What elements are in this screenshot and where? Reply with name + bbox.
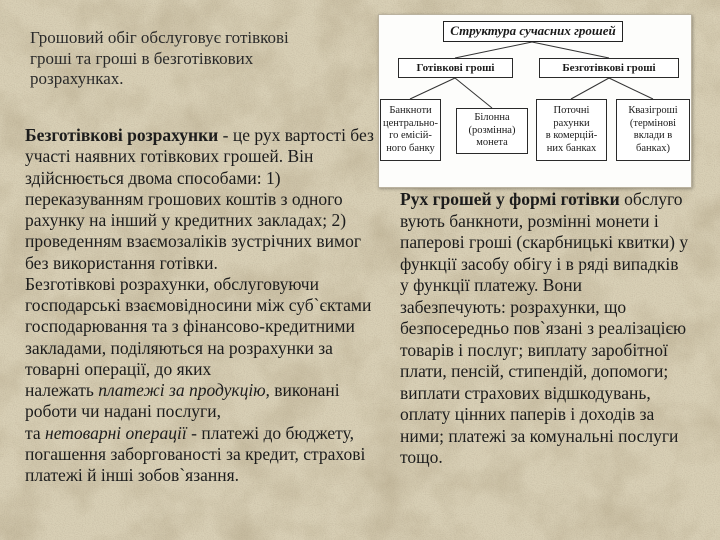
paragraph-line [25,465,374,486]
box-text-line: Білонна [474,112,510,124]
text-segment: функції засобу обігу і в ряді випадків [400,253,679,274]
box-text-line: Поточні [553,105,590,116]
paragraph-line [400,318,688,340]
text-segment: закладами, поділяються на розрахунки за [25,337,333,358]
text-segment: погашення заборгованості за кредит, страхові [25,443,366,464]
paragraph-line [400,447,688,469]
text-segment: виплати страхових відшкодувань, [400,382,651,403]
text-segment: забезпечують: розрахунки, що [400,296,627,317]
text-segment: проведенням взаємозаліків зустрічних вимог [25,231,361,252]
paragraph-line [400,340,688,362]
paragraph-line [400,275,688,297]
paragraph-line [25,231,374,252]
text-segment: переказуванням грошових коштів з одного [25,188,343,209]
paragraph-line [400,404,688,426]
text-segment: - платежі до бюджету, [186,422,354,443]
banknotes-box [380,99,441,161]
text-segment: товарні операції, до яких [25,358,212,379]
paragraph-line [400,189,688,211]
text-segment: ними; платежі за комунальні послуги [400,425,679,446]
text-segment: без використання готівки. [25,252,218,273]
current-accounts-box [536,99,607,161]
intro-line: розрахунках. [30,69,124,88]
text-segment: здійснюється двома способами: 1) [25,167,281,188]
paragraph-line [25,146,374,167]
paragraph-line [25,401,374,422]
paragraph-line [25,210,374,231]
coins-box [456,108,528,154]
italic-term: платежі за продукцію, [98,380,270,400]
diagram-title: Структура сучасних грошей [443,21,623,42]
intro-text [30,28,289,90]
paragraph-line [25,295,374,316]
text-segment: оплату цінних паперів і доходів за [400,404,655,424]
paragraph-line [25,253,374,274]
paragraph-line [400,232,688,254]
box-text-line: ного банку [386,142,435,154]
box-text-line: монета [476,137,508,149]
connector-line [571,78,609,99]
paragraph-line [25,168,374,189]
text-segment: господарські взаємовідносини між суб`єктами [25,295,372,315]
connector-line [455,78,492,108]
bold-term: Безготівкові розрахунки [25,125,219,145]
box-text-line: Банкноти [389,105,432,116]
box-text-line: в комерцій- [545,130,598,141]
bold-term: Рух грошей у формі готівки [400,189,620,209]
paragraph-line [25,316,374,337]
paragraph-line [400,297,688,319]
box-text-line: них банках [546,142,597,154]
paragraph-line [400,211,688,233]
box-text-line: го емісій- [389,130,432,141]
intro-line: гроші та гроші в безготівкових [30,48,254,68]
box-text-line: центрально- [382,117,438,129]
connector-line [410,78,455,99]
text-segment: Безготівкові розрахунки, обслуговуючи [25,273,319,294]
intro-line: Грошовий обіг обслуговує готівкові [30,28,289,47]
box-text-line: (розмінна) [468,124,516,136]
box-text-line: рахунки [553,117,590,129]
paragraph-line [25,423,374,444]
text-segment: роботи чи надані послуги, [25,401,221,422]
text-segment: паперові гроші (скарбницькі квитки) у [400,232,689,252]
text-segment: виконані [269,380,340,400]
noncash-settlements-text [25,125,374,486]
text-segment: плати, пенсій, стипендій, допомоги; [400,361,669,381]
text-segment: участі наявних готівкових грошей. Він [25,146,314,167]
noncash-money-box: Безготівкові гроші [539,58,679,78]
paragraph-line [400,254,688,276]
connector-line [455,42,532,58]
paragraph-line [400,383,688,405]
paragraph-line [25,380,374,401]
text-segment: тощо. [400,447,443,467]
paragraph-line [400,426,688,448]
text-segment: у функції платежу. Вони [400,275,582,295]
paragraph-line [25,338,374,359]
text-segment: платежі й інші зобов`язання. [25,465,240,485]
box-text-line: Квазігроші [628,105,678,116]
paragraph-line [25,444,374,465]
text-segment: належать [25,380,99,400]
paragraph-line [25,189,374,210]
text-segment: вують банкноти, розмінні монети і [400,210,659,231]
paragraph-line [25,359,374,380]
paragraph-line [25,274,374,295]
paragraph-line [400,361,688,383]
text-segment: та [25,422,46,443]
money-structure-diagram [378,14,692,188]
paragraph-line [25,125,374,146]
italic-term: нетоварні операції [45,422,187,443]
connector-line [609,78,653,99]
text-segment: - це рух вартості без [218,125,374,145]
text-segment: обслуго [619,189,683,209]
text-segment: господарювання та з фінансово-кредитними [25,316,355,337]
text-segment: товарів і послуг; виплату заробітної [400,339,668,360]
quasi-money-box [616,99,690,161]
connector-line [532,42,609,58]
text-segment: безпосередньо пов`язані з реалізацією [400,318,687,338]
box-text-line: банках) [636,142,670,154]
text-segment: рахунку на інший у кредитних закладах; 2) [25,210,347,230]
box-text-line: (термінові [629,117,677,129]
box-text-line: вклади в [633,130,673,141]
cash-money-box: Готівкові гроші [398,58,513,78]
cash-circulation-text [400,189,688,469]
